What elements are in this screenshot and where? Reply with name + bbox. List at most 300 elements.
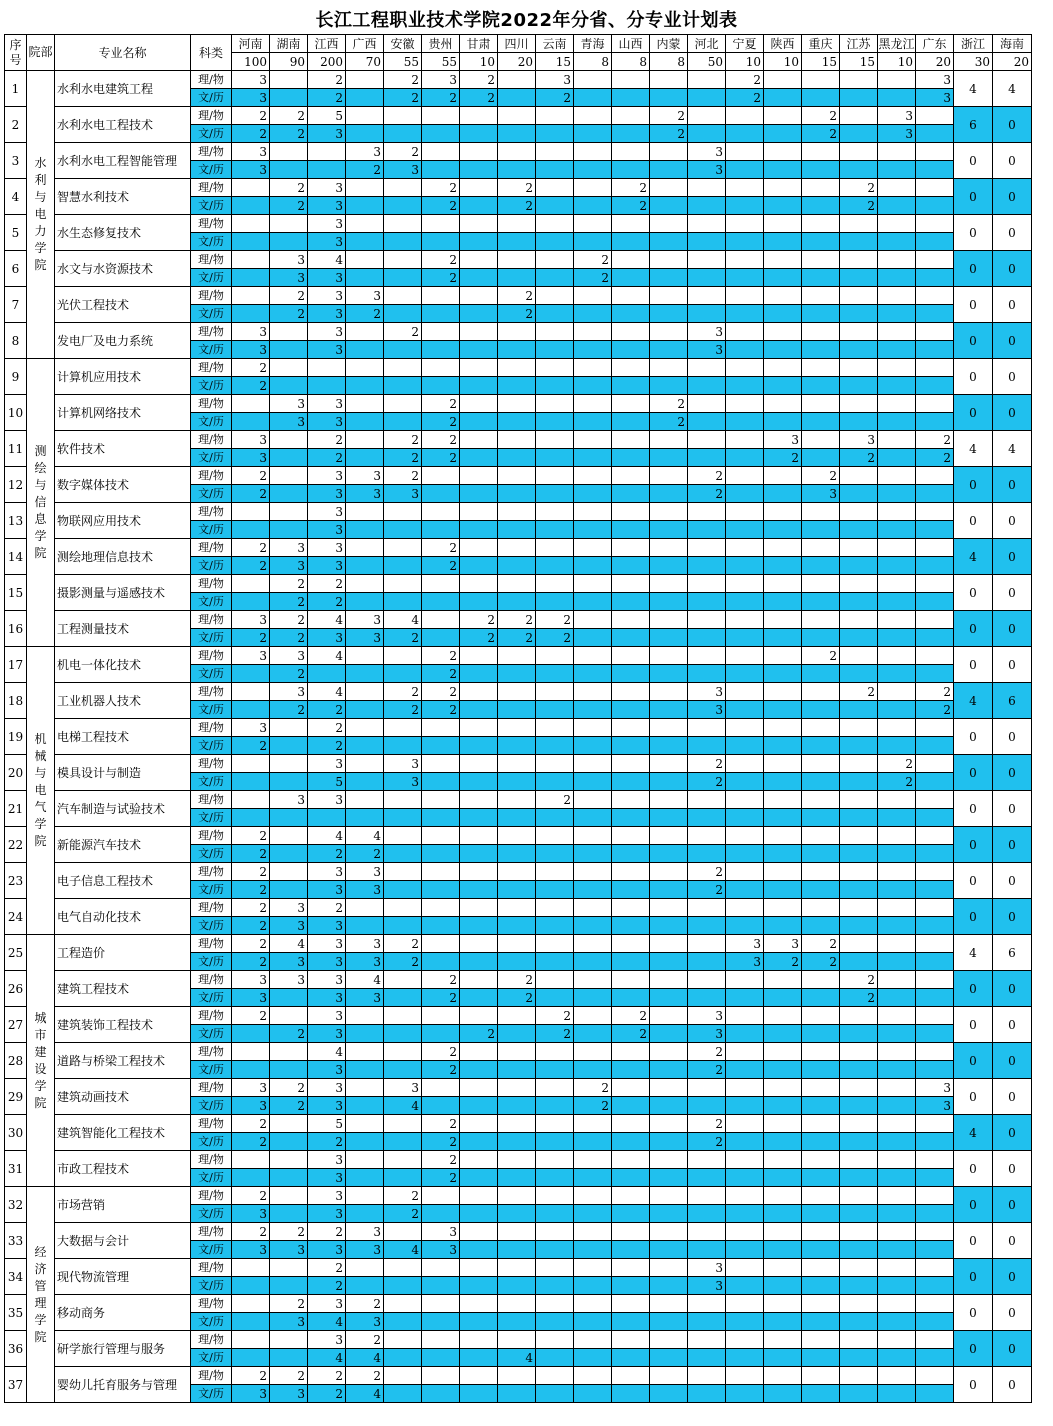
- plan-cell: [498, 539, 536, 557]
- header-province: 甘肃: [460, 35, 498, 53]
- header-total: 70: [346, 53, 384, 71]
- hainan-value: 0: [993, 287, 1032, 323]
- plan-cell: 2: [688, 773, 726, 791]
- plan-cell: [574, 1259, 612, 1277]
- plan-cell: [878, 1061, 916, 1079]
- plan-cell: [840, 143, 878, 161]
- plan-cell: [536, 233, 574, 251]
- plan-cell: [460, 899, 498, 917]
- plan-cell: [916, 575, 954, 593]
- plan-cell: 2: [764, 953, 802, 971]
- plan-cell: [460, 305, 498, 323]
- plan-cell: [574, 179, 612, 197]
- plan-cell: [460, 107, 498, 125]
- table-row: [5, 323, 1032, 341]
- plan-cell: [536, 971, 574, 989]
- plan-cell: [878, 881, 916, 899]
- plan-cell: 2: [270, 179, 308, 197]
- plan-cell: [840, 269, 878, 287]
- plan-cell: [802, 503, 840, 521]
- plan-cell: [612, 1187, 650, 1205]
- plan-cell: [612, 125, 650, 143]
- plan-cell: [536, 647, 574, 665]
- plan-cell: [840, 809, 878, 827]
- plan-cell: [384, 1151, 422, 1169]
- plan-cell: [384, 971, 422, 989]
- plan-cell: [916, 143, 954, 161]
- zhejiang-value: 0: [954, 611, 993, 647]
- row-seq: 21: [5, 791, 27, 827]
- plan-cell: 2: [688, 1043, 726, 1061]
- plan-cell: [498, 1295, 536, 1313]
- plan-cell: [650, 467, 688, 485]
- plan-cell: [802, 1007, 840, 1025]
- plan-cell: [346, 575, 384, 593]
- plan-cell: [232, 287, 270, 305]
- plan-cell: [536, 395, 574, 413]
- table-row: [5, 971, 1032, 989]
- plan-cell: [270, 323, 308, 341]
- plan-cell: [612, 845, 650, 863]
- plan-cell: [916, 773, 954, 791]
- plan-cell: 2: [308, 593, 346, 611]
- plan-cell: [384, 863, 422, 881]
- major-name: 市场营销: [55, 1187, 191, 1223]
- plan-cell: [764, 989, 802, 1007]
- plan-cell: [612, 431, 650, 449]
- plan-cell: 3: [232, 989, 270, 1007]
- plan-cell: 2: [574, 1079, 612, 1097]
- plan-cell: [574, 881, 612, 899]
- plan-cell: [574, 1025, 612, 1043]
- subject-wen: 文/历: [191, 485, 232, 503]
- plan-cell: [422, 1205, 460, 1223]
- plan-cell: 3: [346, 989, 384, 1007]
- plan-cell: 2: [498, 179, 536, 197]
- plan-cell: 2: [270, 1079, 308, 1097]
- plan-cell: [498, 557, 536, 575]
- hainan-value: 0: [993, 1115, 1032, 1151]
- plan-cell: 3: [878, 107, 916, 125]
- row-seq: 37: [5, 1367, 27, 1403]
- plan-cell: [346, 719, 384, 737]
- header-province: 河南: [232, 35, 270, 53]
- plan-cell: 3: [308, 1241, 346, 1259]
- plan-cell: [916, 521, 954, 539]
- plan-cell: [460, 215, 498, 233]
- plan-cell: [916, 503, 954, 521]
- plan-cell: [498, 935, 536, 953]
- plan-cell: 2: [232, 1187, 270, 1205]
- plan-cell: 2: [422, 449, 460, 467]
- header-subject: 科类: [191, 35, 232, 71]
- plan-cell: [270, 341, 308, 359]
- plan-cell: [574, 935, 612, 953]
- plan-cell: [574, 1115, 612, 1133]
- plan-cell: [688, 1079, 726, 1097]
- plan-cell: [878, 467, 916, 485]
- plan-cell: [726, 719, 764, 737]
- plan-cell: [346, 1115, 384, 1133]
- plan-cell: [384, 719, 422, 737]
- plan-cell: [650, 1187, 688, 1205]
- plan-cell: [764, 557, 802, 575]
- hainan-value: 0: [993, 647, 1032, 683]
- plan-cell: 3: [308, 1187, 346, 1205]
- plan-cell: [802, 899, 840, 917]
- plan-cell: [536, 1349, 574, 1367]
- plan-cell: [536, 1241, 574, 1259]
- plan-cell: [422, 845, 460, 863]
- plan-cell: [270, 1277, 308, 1295]
- plan-cell: [878, 665, 916, 683]
- plan-cell: [346, 647, 384, 665]
- plan-cell: [422, 1295, 460, 1313]
- plan-cell: 2: [384, 935, 422, 953]
- plan-cell: [422, 881, 460, 899]
- plan-cell: 3: [308, 1295, 346, 1313]
- plan-cell: [612, 1223, 650, 1241]
- plan-cell: [574, 863, 612, 881]
- row-seq: 34: [5, 1259, 27, 1295]
- plan-cell: 2: [650, 413, 688, 431]
- plan-cell: [422, 287, 460, 305]
- plan-cell: 3: [308, 269, 346, 287]
- plan-cell: [536, 1331, 574, 1349]
- table-row: [5, 611, 1032, 629]
- plan-cell: [536, 1223, 574, 1241]
- plan-cell: [498, 233, 536, 251]
- plan-cell: 3: [688, 143, 726, 161]
- plan-cell: 3: [308, 1025, 346, 1043]
- plan-cell: [270, 161, 308, 179]
- plan-cell: [650, 1259, 688, 1277]
- plan-cell: [498, 1151, 536, 1169]
- plan-cell: [878, 557, 916, 575]
- plan-cell: [270, 863, 308, 881]
- plan-cell: [878, 629, 916, 647]
- plan-cell: [916, 755, 954, 773]
- plan-cell: [878, 863, 916, 881]
- plan-cell: [650, 593, 688, 611]
- plan-cell: [384, 395, 422, 413]
- plan-cell: [346, 683, 384, 701]
- plan-cell: [726, 629, 764, 647]
- plan-cell: [270, 89, 308, 107]
- header-total: 30: [954, 53, 993, 71]
- plan-cell: [726, 1313, 764, 1331]
- plan-cell: [232, 665, 270, 683]
- plan-cell: [384, 845, 422, 863]
- row-seq: 30: [5, 1115, 27, 1151]
- plan-cell: [916, 647, 954, 665]
- plan-cell: 4: [384, 1241, 422, 1259]
- plan-cell: [878, 251, 916, 269]
- plan-cell: [574, 953, 612, 971]
- plan-cell: [460, 989, 498, 1007]
- plan-cell: [726, 161, 764, 179]
- plan-cell: [384, 1043, 422, 1061]
- plan-cell: 3: [308, 305, 346, 323]
- row-seq: 26: [5, 971, 27, 1007]
- plan-cell: 3: [270, 647, 308, 665]
- plan-cell: 2: [270, 611, 308, 629]
- plan-cell: [270, 755, 308, 773]
- plan-cell: [650, 1241, 688, 1259]
- plan-cell: 4: [308, 251, 346, 269]
- plan-cell: 2: [270, 1295, 308, 1313]
- plan-cell: 3: [916, 89, 954, 107]
- plan-cell: [384, 1295, 422, 1313]
- plan-cell: [764, 1313, 802, 1331]
- subject-wen: 文/历: [191, 341, 232, 359]
- hainan-value: 4: [993, 431, 1032, 467]
- plan-cell: 2: [726, 71, 764, 89]
- plan-cell: 3: [232, 323, 270, 341]
- plan-cell: [840, 1169, 878, 1187]
- plan-cell: [726, 1187, 764, 1205]
- plan-cell: 3: [308, 971, 346, 989]
- plan-cell: [232, 269, 270, 287]
- plan-cell: [270, 431, 308, 449]
- plan-cell: 2: [384, 143, 422, 161]
- plan-cell: [802, 1205, 840, 1223]
- plan-cell: [650, 71, 688, 89]
- plan-cell: 3: [346, 629, 384, 647]
- plan-cell: [764, 1187, 802, 1205]
- plan-cell: 2: [232, 629, 270, 647]
- plan-cell: [384, 575, 422, 593]
- plan-cell: [878, 1025, 916, 1043]
- plan-cell: 3: [308, 521, 346, 539]
- plan-cell: [726, 539, 764, 557]
- plan-cell: 2: [346, 1295, 384, 1313]
- plan-cell: [840, 863, 878, 881]
- table-row: [5, 647, 1032, 665]
- subject-wen: 文/历: [191, 1061, 232, 1079]
- header-province: 江苏: [840, 35, 878, 53]
- plan-cell: [916, 215, 954, 233]
- plan-cell: [916, 953, 954, 971]
- table-row: [5, 863, 1032, 881]
- plan-cell: [802, 881, 840, 899]
- plan-cell: [498, 377, 536, 395]
- subject-li: 理/物: [191, 647, 232, 665]
- plan-cell: [878, 1313, 916, 1331]
- plan-cell: [612, 719, 650, 737]
- plan-cell: [878, 899, 916, 917]
- plan-cell: [574, 1241, 612, 1259]
- zhejiang-value: 4: [954, 1115, 993, 1151]
- plan-cell: [878, 1223, 916, 1241]
- header-province: 四川: [498, 35, 536, 53]
- plan-cell: [498, 1223, 536, 1241]
- plan-cell: [650, 1133, 688, 1151]
- plan-cell: 3: [764, 431, 802, 449]
- plan-cell: [878, 827, 916, 845]
- plan-cell: [916, 557, 954, 575]
- plan-cell: [688, 521, 726, 539]
- plan-cell: [460, 953, 498, 971]
- plan-cell: [878, 1079, 916, 1097]
- plan-cell: 2: [308, 1385, 346, 1403]
- plan-cell: [726, 593, 764, 611]
- plan-cell: [270, 1151, 308, 1169]
- plan-cell: 2: [232, 467, 270, 485]
- plan-cell: [650, 791, 688, 809]
- table-row: [5, 215, 1032, 233]
- plan-cell: [916, 251, 954, 269]
- plan-cell: [840, 539, 878, 557]
- plan-cell: 2: [232, 107, 270, 125]
- plan-cell: 3: [308, 215, 346, 233]
- zhejiang-value: 0: [954, 755, 993, 791]
- plan-cell: 2: [346, 161, 384, 179]
- plan-cell: [916, 1151, 954, 1169]
- plan-cell: 3: [308, 1205, 346, 1223]
- plan-cell: [536, 1097, 574, 1115]
- plan-cell: [536, 737, 574, 755]
- plan-cell: 2: [232, 485, 270, 503]
- plan-cell: [460, 1187, 498, 1205]
- plan-cell: [764, 251, 802, 269]
- plan-cell: 3: [232, 341, 270, 359]
- plan-cell: [764, 71, 802, 89]
- plan-cell: 3: [270, 1313, 308, 1331]
- plan-cell: [460, 557, 498, 575]
- plan-cell: [840, 1277, 878, 1295]
- plan-cell: [346, 917, 384, 935]
- zhejiang-value: 0: [954, 1079, 993, 1115]
- plan-cell: [612, 647, 650, 665]
- plan-cell: [498, 485, 536, 503]
- plan-cell: [422, 575, 460, 593]
- plan-cell: 3: [308, 179, 346, 197]
- header-total: 10: [878, 53, 916, 71]
- plan-cell: [536, 323, 574, 341]
- plan-cell: 2: [498, 197, 536, 215]
- plan-cell: [612, 485, 650, 503]
- plan-cell: 2: [384, 449, 422, 467]
- plan-cell: [916, 467, 954, 485]
- plan-cell: [346, 269, 384, 287]
- plan-cell: [840, 1259, 878, 1277]
- plan-cell: [422, 359, 460, 377]
- plan-cell: [650, 377, 688, 395]
- plan-cell: [422, 377, 460, 395]
- plan-cell: [802, 539, 840, 557]
- plan-cell: [916, 935, 954, 953]
- plan-cell: [840, 1385, 878, 1403]
- plan-cell: [612, 737, 650, 755]
- plan-cell: [384, 647, 422, 665]
- plan-cell: [840, 287, 878, 305]
- plan-cell: [764, 197, 802, 215]
- plan-cell: 2: [308, 431, 346, 449]
- plan-cell: [650, 665, 688, 683]
- plan-cell: [916, 1349, 954, 1367]
- plan-cell: [764, 1223, 802, 1241]
- plan-cell: [878, 71, 916, 89]
- plan-cell: [612, 701, 650, 719]
- major-name: 移动商务: [55, 1295, 191, 1331]
- subject-li: 理/物: [191, 1079, 232, 1097]
- row-seq: 16: [5, 611, 27, 647]
- plan-cell: [498, 251, 536, 269]
- plan-cell: [726, 1169, 764, 1187]
- plan-cell: [460, 197, 498, 215]
- plan-cell: 4: [308, 1313, 346, 1331]
- plan-cell: [764, 89, 802, 107]
- subject-li: 理/物: [191, 1331, 232, 1349]
- plan-cell: [422, 1259, 460, 1277]
- plan-cell: [916, 1331, 954, 1349]
- plan-cell: 3: [422, 1223, 460, 1241]
- plan-cell: [726, 467, 764, 485]
- plan-cell: [878, 989, 916, 1007]
- plan-cell: [878, 809, 916, 827]
- plan-cell: [498, 107, 536, 125]
- plan-cell: [840, 1097, 878, 1115]
- plan-cell: [840, 593, 878, 611]
- plan-cell: 2: [308, 1223, 346, 1241]
- plan-cell: [802, 1385, 840, 1403]
- plan-cell: [726, 1205, 764, 1223]
- plan-cell: 3: [308, 1151, 346, 1169]
- major-name: 光伏工程技术: [55, 287, 191, 323]
- plan-cell: [536, 1367, 574, 1385]
- header-seq: 序号: [5, 35, 27, 71]
- plan-cell: 2: [688, 881, 726, 899]
- plan-cell: [574, 1133, 612, 1151]
- major-name: 计算机网络技术: [55, 395, 191, 431]
- plan-cell: [498, 143, 536, 161]
- plan-cell: [346, 359, 384, 377]
- plan-cell: [916, 629, 954, 647]
- plan-cell: [460, 449, 498, 467]
- plan-cell: [764, 503, 802, 521]
- row-seq: 6: [5, 251, 27, 287]
- plan-cell: [498, 1061, 536, 1079]
- plan-cell: [764, 899, 802, 917]
- plan-cell: [764, 1367, 802, 1385]
- plan-cell: [346, 1259, 384, 1277]
- subject-li: 理/物: [191, 431, 232, 449]
- plan-cell: [498, 215, 536, 233]
- plan-cell: [878, 1043, 916, 1061]
- plan-cell: [574, 449, 612, 467]
- plan-cell: [726, 1277, 764, 1295]
- plan-cell: [802, 1061, 840, 1079]
- plan-cell: [840, 1025, 878, 1043]
- plan-cell: [688, 593, 726, 611]
- plan-cell: [536, 881, 574, 899]
- plan-cell: 2: [536, 89, 574, 107]
- plan-cell: [612, 1277, 650, 1295]
- plan-cell: [878, 485, 916, 503]
- plan-cell: [270, 143, 308, 161]
- plan-cell: [650, 341, 688, 359]
- plan-cell: [878, 647, 916, 665]
- plan-cell: [802, 89, 840, 107]
- plan-cell: [232, 395, 270, 413]
- plan-cell: 3: [346, 467, 384, 485]
- subject-li: 理/物: [191, 1007, 232, 1025]
- header-total: 10: [764, 53, 802, 71]
- plan-cell: [536, 1061, 574, 1079]
- plan-cell: [460, 881, 498, 899]
- plan-cell: [650, 89, 688, 107]
